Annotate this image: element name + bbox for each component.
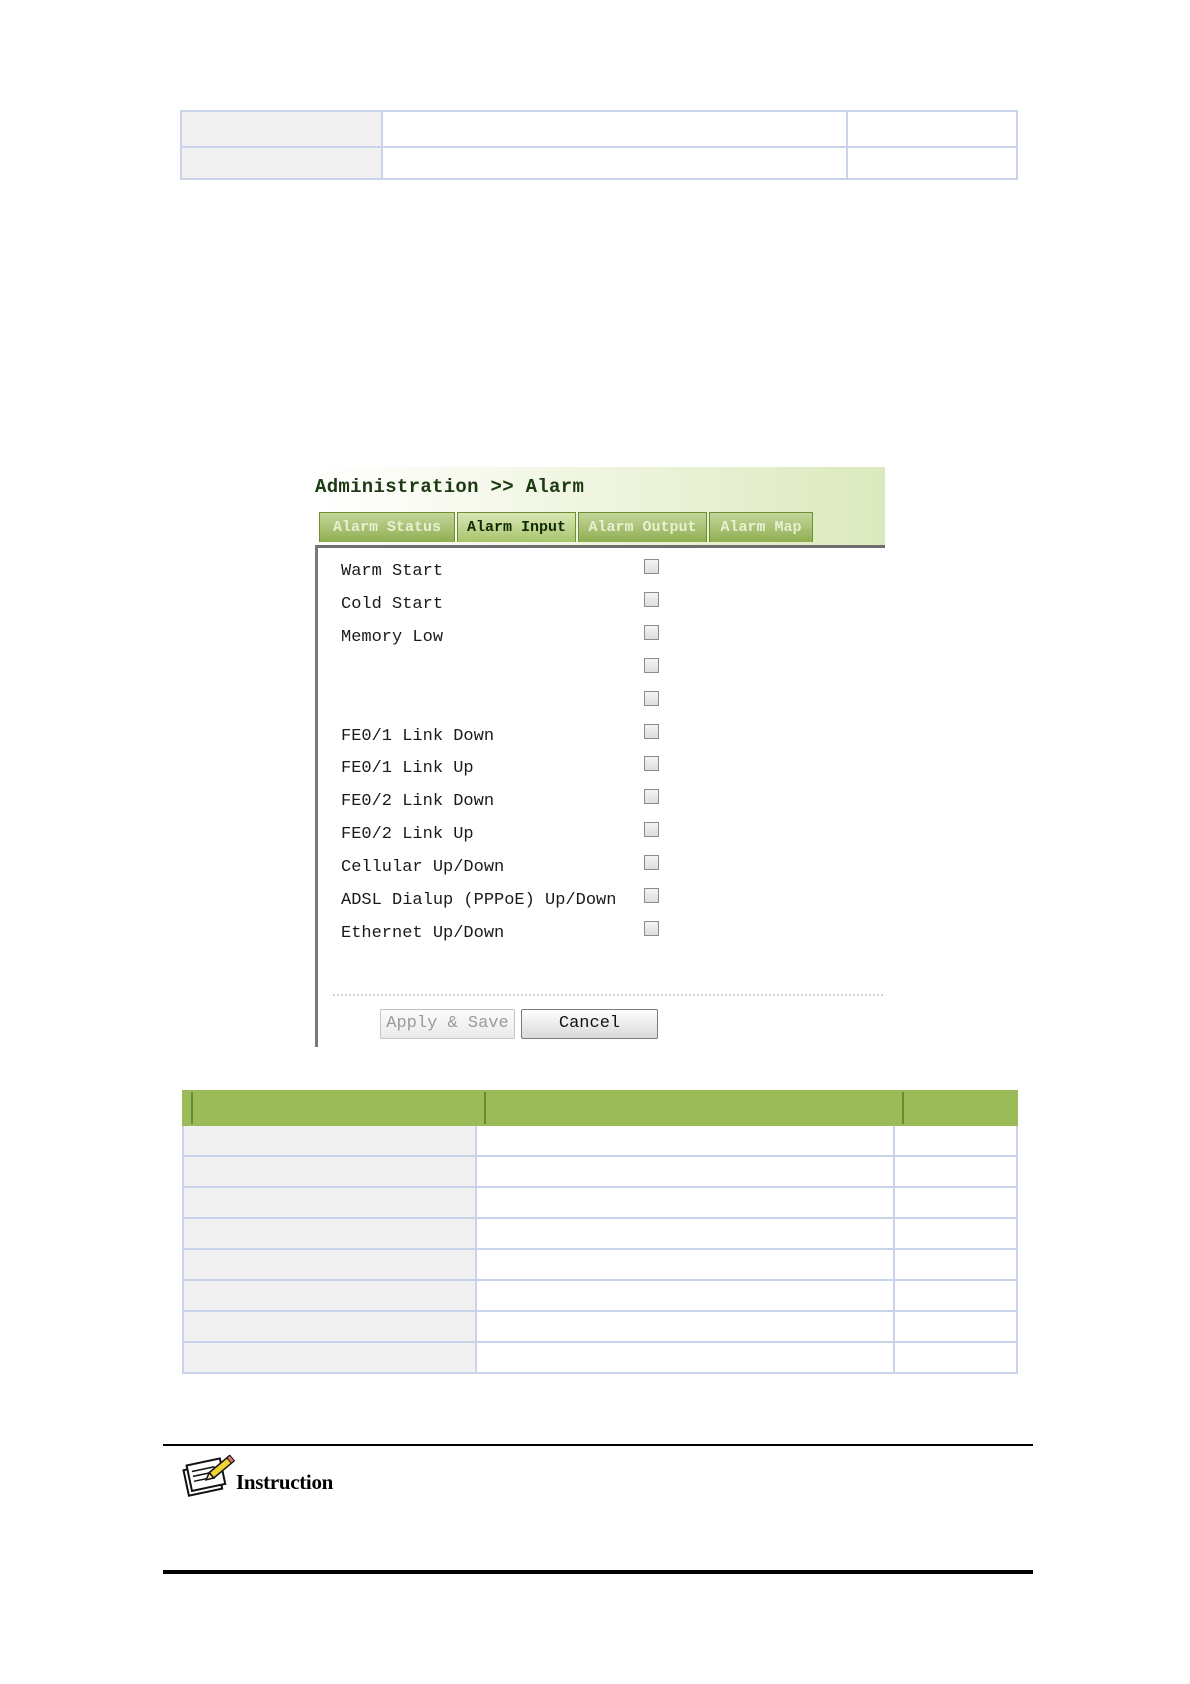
alarm-input-checkbox[interactable] bbox=[644, 855, 659, 870]
column-marker bbox=[191, 1092, 193, 1124]
table-cell bbox=[894, 1156, 1017, 1187]
table-header-row bbox=[183, 1091, 1017, 1125]
alarm-input-label: Ethernet Up/Down bbox=[341, 923, 505, 943]
table-cell bbox=[894, 1249, 1017, 1280]
instruction-bottom-rule bbox=[163, 1570, 1033, 1574]
table-cell bbox=[476, 1280, 894, 1311]
alarm-input-checkbox[interactable] bbox=[644, 658, 659, 673]
tab-alarm-status[interactable]: Alarm Status bbox=[319, 512, 455, 542]
table-cell bbox=[476, 1249, 894, 1280]
table-row bbox=[183, 1311, 1017, 1342]
table-cell bbox=[476, 1125, 894, 1156]
table-cell bbox=[894, 1187, 1017, 1218]
alarm-input-checkbox[interactable] bbox=[644, 691, 659, 706]
table-cell bbox=[181, 147, 382, 179]
table-cell bbox=[894, 1125, 1017, 1156]
divider bbox=[333, 994, 883, 996]
table-cell bbox=[847, 147, 1017, 179]
alarm-input-label: ADSL Dialup (PPPoE) Up/Down bbox=[341, 891, 617, 910]
table-cell bbox=[183, 1342, 476, 1373]
alarm-input-checkbox[interactable] bbox=[644, 789, 659, 804]
table-row bbox=[183, 1156, 1017, 1187]
alarm-input-label: Memory Low bbox=[341, 627, 444, 647]
alarm-input-checkbox[interactable] bbox=[644, 559, 659, 574]
column-marker bbox=[902, 1092, 904, 1124]
alarm-input-panel bbox=[315, 467, 885, 1047]
tab-alarm-input[interactable]: Alarm Input bbox=[457, 512, 576, 542]
table-cell bbox=[382, 111, 847, 147]
table-cell bbox=[183, 1187, 476, 1218]
bottom-table bbox=[182, 1090, 1018, 1374]
table-row bbox=[183, 1125, 1017, 1156]
table-cell bbox=[894, 1218, 1017, 1249]
table-header-cell bbox=[894, 1091, 1017, 1125]
alarm-input-label: FE0/2 Link Up bbox=[341, 825, 474, 845]
table-row bbox=[183, 1218, 1017, 1249]
tab-alarm-output[interactable]: Alarm Output bbox=[578, 512, 707, 542]
cancel-button[interactable]: Cancel bbox=[521, 1009, 658, 1039]
top-table bbox=[180, 110, 1018, 180]
alarm-input-label: FE0/1 Link Down bbox=[341, 726, 495, 746]
table-cell bbox=[476, 1156, 894, 1187]
alarm-input-checkbox[interactable] bbox=[644, 756, 659, 771]
table-cell bbox=[183, 1280, 476, 1311]
table-cell bbox=[894, 1311, 1017, 1342]
panel-header bbox=[315, 467, 885, 547]
alarm-input-label: Cellular Up/Down bbox=[341, 858, 505, 878]
alarm-input-checkbox[interactable] bbox=[644, 888, 659, 903]
table-cell bbox=[476, 1342, 894, 1373]
instruction-label: Instruction bbox=[236, 1470, 334, 1494]
alarm-input-checkbox[interactable] bbox=[644, 724, 659, 739]
instruction-top-rule bbox=[163, 1444, 1033, 1446]
alarm-input-label: FE0/2 Link Down bbox=[341, 792, 495, 812]
alarm-input-checkbox[interactable] bbox=[644, 592, 659, 607]
table-row bbox=[183, 1342, 1017, 1373]
table-cell bbox=[183, 1156, 476, 1187]
table-cell bbox=[183, 1249, 476, 1280]
alarm-input-label: Warm Start bbox=[341, 562, 444, 581]
table-cell bbox=[847, 111, 1017, 147]
alarm-input-label: Cold Start bbox=[341, 594, 444, 614]
table-cell bbox=[181, 111, 382, 147]
content-border bbox=[315, 545, 318, 1047]
alarm-input-checkbox[interactable] bbox=[644, 921, 659, 936]
table-cell bbox=[382, 147, 847, 179]
table-row bbox=[183, 1249, 1017, 1280]
table-cell bbox=[183, 1125, 476, 1156]
alarm-input-checkbox[interactable] bbox=[644, 822, 659, 837]
tab-alarm-map[interactable]: Alarm Map bbox=[709, 512, 813, 542]
notepad-pencil-icon bbox=[181, 1454, 237, 1498]
table-cell bbox=[476, 1311, 894, 1342]
table-cell bbox=[183, 1218, 476, 1249]
alarm-input-checkbox[interactable] bbox=[644, 625, 659, 640]
table-cell bbox=[476, 1187, 894, 1218]
alarm-input-label: FE0/1 Link Up bbox=[341, 759, 474, 779]
table-row bbox=[181, 147, 1017, 179]
table-cell bbox=[894, 1342, 1017, 1373]
table-cell bbox=[183, 1311, 476, 1342]
table-header-cell bbox=[476, 1091, 894, 1125]
table-row bbox=[181, 111, 1017, 147]
table-row bbox=[183, 1280, 1017, 1311]
table-row bbox=[183, 1187, 1017, 1218]
column-marker bbox=[484, 1092, 486, 1124]
table-cell bbox=[894, 1280, 1017, 1311]
tab-divider bbox=[315, 545, 885, 548]
table-cell bbox=[476, 1218, 894, 1249]
apply-save-button[interactable]: Apply & Save bbox=[380, 1009, 515, 1039]
breadcrumb: Administration >> Alarm bbox=[315, 476, 585, 498]
table-header-cell bbox=[183, 1091, 476, 1125]
